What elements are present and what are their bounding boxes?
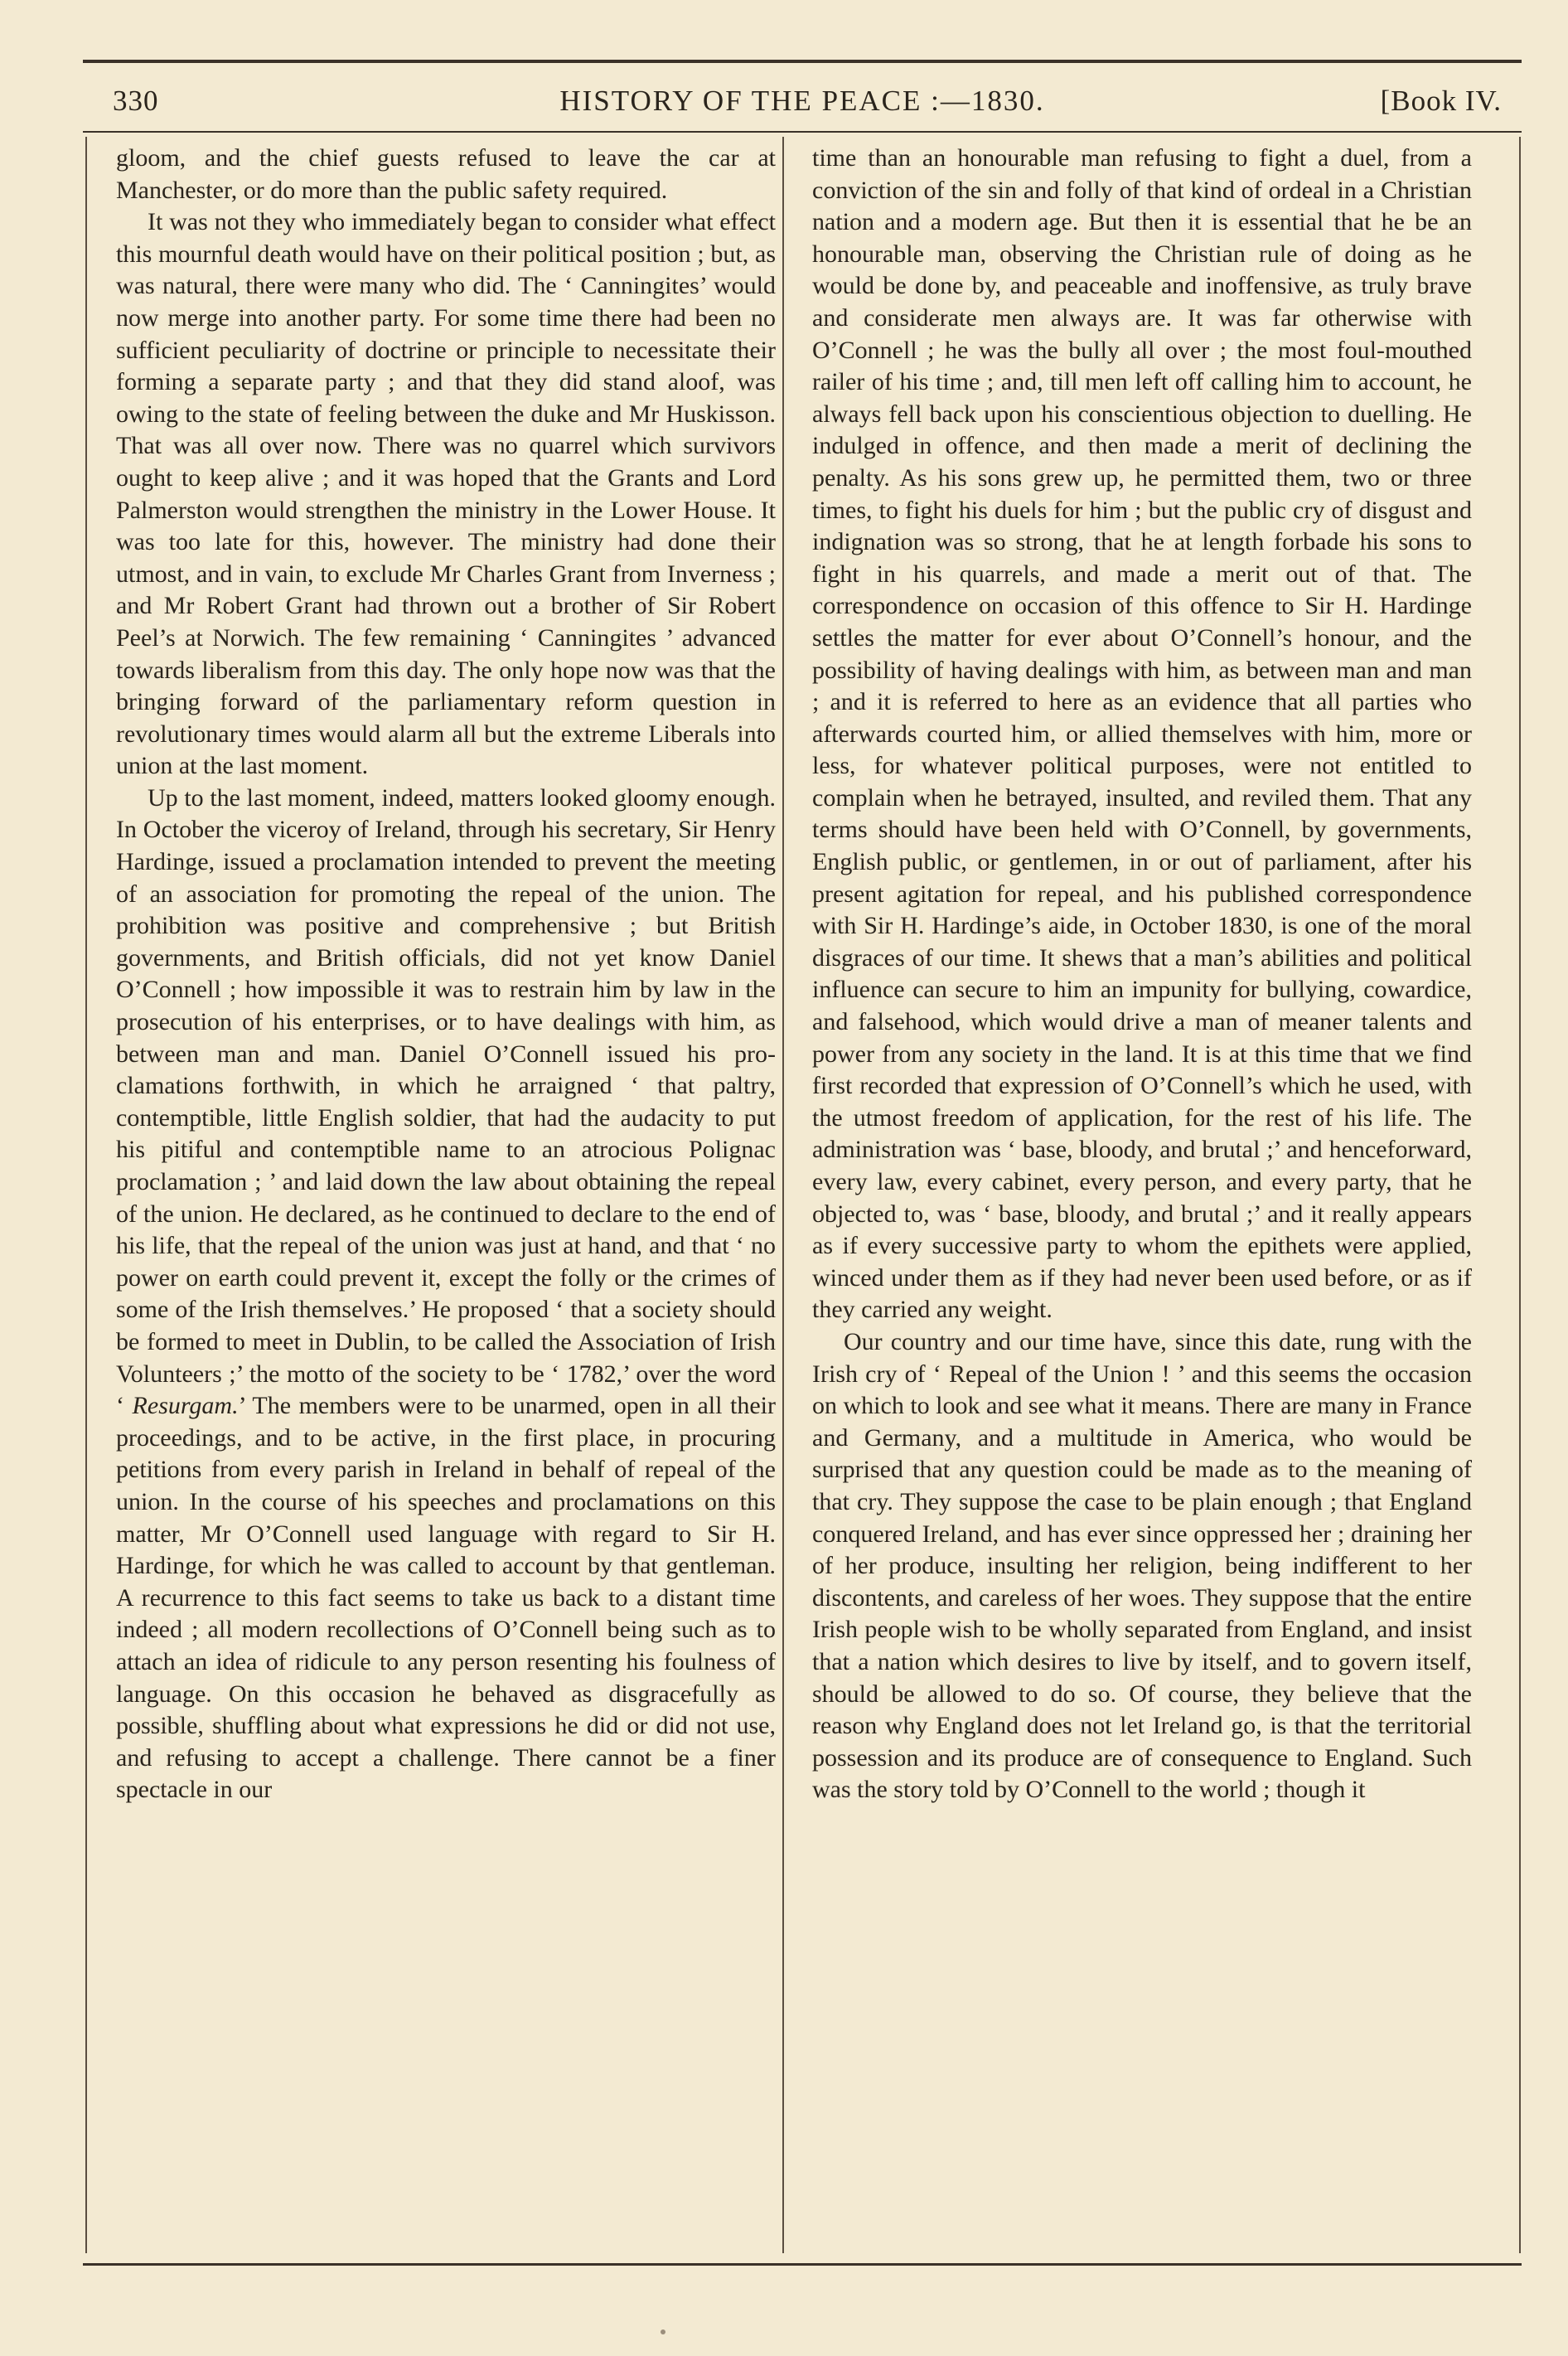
header-rule — [83, 131, 1522, 133]
left-paragraph-3-part-1: Up to the last moment, indeed, matters looked gloomy enough. In October the viceroy of Ireland, through his secretary, Sir Henry Hardinge, issued a proclamation intended to prevent the meeting of an association for promoting the repeal of the union. The prohibition was positive and comprehensive ; but British governments, and British officials, did not yet know Daniel O’Connell ; how impossible it was to restrain him by law in the prosecution of his enterprises, or to have dealings with him, as between man and man. Daniel O’Connell issued his proclamations forthwith, in which he arraigned ‘ that paltry, contemptible, little English soldier, that had the audacity to put his pitiful and contemptible name to an atrocious Polignac proclamation ; ’ and laid down the law about obtaining the repeal of the union. He declared, as he continued to declare to the end of his life, that the repeal of the union was just at hand, and that ‘ no power on earth could prevent it, except the folly or the crimes of some of the Irish themselves.’ He proposed ‘ that a society should be formed to meet in Dublin, to be called the Association of Irish Volunteers ;’ the motto of the society to be ‘ 1782,’ over the word ‘ — [116, 783, 776, 1420]
column-divider — [782, 137, 784, 2253]
motto-italic: Resurgam. — [132, 1392, 239, 1420]
right-paragraph-2: Our country and our time have, since this date, rung with the Irish cry of ‘ Repeal of the Union ! ’ and this seems the occasion on which to look and see what it means. There are many in France and Germany, and a multitude in America, who would be surprised that any question could be made as to the meaning of that cry. They suppose the case to be plain enough ; that England conquered Ireland, and has ever since oppressed her ; draining her of her produce, insulting her religion, being indifferent to her discontents, and careless of her woes. They suppose that the entire Irish people wish to be wholly separated from England, and insist that a nation which desires to live by itself, and to govern itself, should be allowed to do so. Of course, they believe that the reason why England does not let Ireland go, is that the territorial possession and its produce are of consequence to England. Such was the story told by O’Connell to the world ; though it — [812, 1327, 1472, 1804]
page-number: 330 — [113, 85, 159, 117]
right-paragraph-1: time than an honourable man refusing to fight a duel, from a conviction of the sin and folly of that kind of ordeal in a Christian nation and a modern age. But then it is essential that he be an honourable man, observing the Christian rule of doing as he would be done by, and peaceable and inoffensive, as truly brave and considerate men always are. It was far otherwise with O’Connell ; he was the bully all over ; the most foul-mouthed railer of his time ; and, till men left off calling him to account, he always fell back upon his conscientious objection to duelling. He indulged in offence, and then made a merit of declining the penalty. As his sons grew up, he permitted them, two or three times, to fight his duels for him ; but the public cry of disgust and indignation was so strong, that he at length forbade his sons to fight in his quarrels, and made a merit out of that. The correspondence on occasion of this offence to Sir H. Hardinge settles the matter for ever about O’Connell’s honour, and the possibility of having dealings with him, as between man and man ; and it is referred to here as an evidence that all parties who afterwards courted him, or allied themselves with him, more or less, for whatever political purposes, were not entitled to complain when he betrayed, insulted, and reviled them. That any terms should have been held with O’Connell, by governments, English public, or gentlemen, in or out of parliament, after his present agitation for repeal, and his published correspondence with Sir H. Hardinge’s aide, in October 1830, is one of the moral disgraces of our time. It shews that a man’s abilities and political influence can secure to him an impunity for bullying, cowardice, and falsehood, which would drive a man of meaner talents and power from any society in the land. It is at this time that we find first recorded that expression of O’Connell’s which he used, with the utmost freedom of application, for the rest of his life. The administration was ‘ base, bloody, and brutal ;’ and henceforward, every law, every cabinet, every person, and every party, that he objected to, was ‘ base, bloody, and brutal ;’ and it really appears as if every successive party to whom the epithets were applied, winced under them as if they had never been used before, or as if they carried any weight. — [812, 144, 1472, 1324]
left-column — [116, 143, 776, 1806]
running-title: HISTORY OF THE PEACE :—1830. — [559, 85, 1045, 117]
left-paragraph-3-part-2: ’ The members were to be unarmed, open in all their proceedings, and to be active, in the first place, in procuring petitions from every parish in Ireland in behalf of repeal of the union. In the course of his speeches and proclamations on this matter, Mr O’Connell used language with regard to Sir H. Hardinge, for which he was called to account by that gentleman. A recurrence to this fact seems to take us back to a distant time indeed ; all modern recollections of O’Connell being such as to attach an idea of ridicule to any person resenting his foulness of language. On this occasion he behaved as disgracefully as possible, shuffling about what expressions he did or did not use, and refusing to accept a challenge. There cannot be a finer spectacle in our — [116, 1392, 776, 1804]
right-column — [812, 143, 1472, 1806]
left-border-rule — [85, 137, 87, 2253]
left-paragraph-1: gloom, and the chief guests refused to leave the car at Manchester, or do more than the public safety required. — [116, 144, 776, 204]
running-header — [83, 80, 1522, 126]
page-speck — [661, 2329, 665, 2334]
left-paragraph-2: It was not they who immediately began to consider what effect this mournful death would have on their political position ; but, as was natural, there were many who did. The ‘ Canningites’ would now merge into another party. For some time there had been no sufficient peculiarity of doctrine or principle to necessitate their forming a separate party ; and that they did stand aloof, was owing to the state of feeling between the duke and Mr Huskisson. That was all over now. There was no quarrel which survivors ought to keep alive ; and it was hoped that the Grants and Lord Palmerston would strengthen the ministry in the Lower House. It was too late for this, however. The ministry had done their utmost, and in vain, to exclude Mr Charles Grant from Inverness ; and Mr Robert Grant had thrown out a brother of Sir Robert Peel’s at Norwich. The few remaining ‘ Canningites ’ advanced towards liberalism from this day. The only hope now was that the bringing forward of the parliamentary reform question in revolutionary times would alarm all but the extreme Liberals into union at the last moment. — [116, 208, 776, 780]
book-label: [Book IV. — [1380, 85, 1502, 117]
right-border-rule — [1519, 137, 1521, 2253]
left-paragraph-3 — [116, 783, 776, 1806]
